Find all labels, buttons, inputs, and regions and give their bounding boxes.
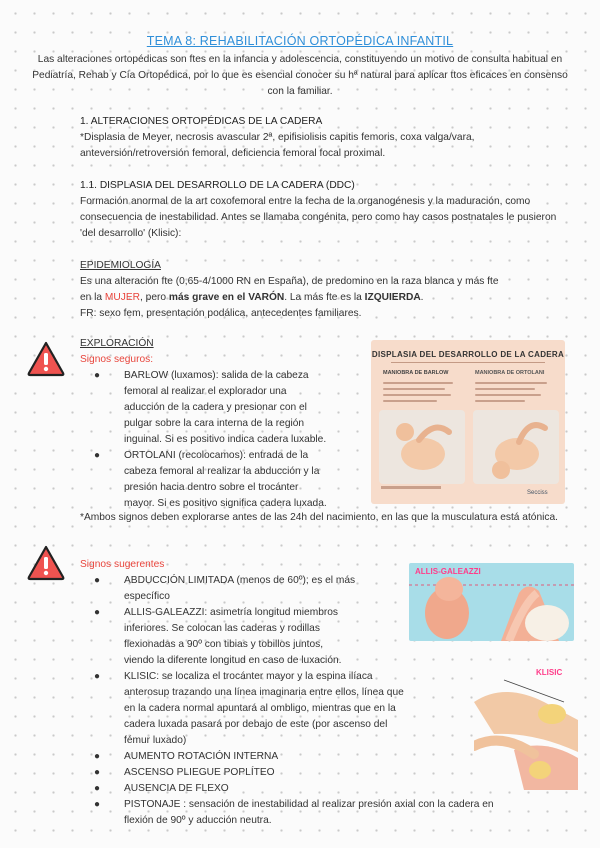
list-line: flexionadas a 90º con tibias y tobillos juntos, [124, 639, 324, 650]
list-line: inferiores. Se colocan las caderas y rodillas [124, 623, 320, 634]
list-item [94, 448, 374, 512]
highlight-mujer: MUJER [104, 292, 141, 303]
list-line: inguinal. Si es positivo indica cadera luxable. [124, 434, 327, 445]
list-line: ORTOLANI (recolocamos): entrada de la [124, 450, 309, 461]
bullet-icon: ● [94, 767, 101, 778]
klisic-illustration [474, 662, 578, 790]
list-line: pulgar sobre la cara interna de la región [124, 418, 305, 429]
bullet-icon: ● [94, 783, 101, 794]
poster-divider [391, 362, 545, 363]
warning-triangle-icon [26, 340, 66, 378]
list-line: BARLOW (luxamos): salida de la cabeza [124, 370, 309, 381]
signos-seguros-list [94, 368, 374, 512]
poster-illustration [379, 410, 559, 490]
text-segment: . [420, 292, 424, 303]
warning-triangle-icon [26, 544, 66, 582]
poster-text-line [475, 388, 535, 390]
list-line: KLISIC: se localiza el trocánter mayor y la espina ilíaca [124, 671, 373, 682]
epidemiologia-line2 [80, 290, 580, 306]
poster-right-heading: MANIOBRA DE ORTOLANI [475, 370, 545, 376]
poster-credit: Secciss [527, 490, 548, 496]
bullet-icon: ● [94, 671, 101, 682]
epidemiologia-line1: Es una alteración fte (0,65-4/1000 RN en España), de predomino en la raza blanca y más fte [80, 276, 499, 287]
list-line: en la cadera normal apuntará al ombligo, mientras que en la [124, 703, 396, 714]
list-line: AUSENCIA DE FLEXO [124, 783, 229, 794]
poster-text-line [383, 388, 445, 390]
exploracion-heading: EXPLORACIÓN [80, 338, 154, 349]
list-line: anterosup trazando una línea imaginaria entre ellos, línea que [124, 687, 404, 698]
list-line: AUMENTO ROTACIÓN INTERNA [124, 751, 279, 762]
poster-text-line [383, 400, 437, 402]
highlight-grave-varon: más grave en el VARÓN [168, 292, 285, 303]
text-segment: . La más fte es la [284, 292, 365, 303]
poster-text-line [383, 382, 453, 384]
list-item [94, 368, 374, 448]
klisic-label: KLISIC [536, 668, 563, 677]
bullet-icon: ● [94, 575, 101, 586]
list-line: aducción de la cadera y presionar con el [124, 402, 307, 413]
bullet-icon: ● [94, 751, 101, 762]
highlight-izquierda: IZQUIERDA [364, 292, 421, 303]
poster-title: DISPLASIA DEL DESARROLLO DE LA CADERA [371, 350, 565, 359]
text-segment: en la [80, 292, 105, 303]
list-line: femoral al realizar el explorador una [124, 386, 287, 397]
poster-text-line [475, 382, 547, 384]
list-item [94, 797, 564, 829]
signos-seguros-heading: Signos seguros: [80, 354, 154, 365]
list-line: viendo la diferente longitud en caso de luxación. [124, 655, 342, 666]
section11-heading: 1.1. DISPLASIA DEL DESARROLLO DE LA CADERA (DDC) [80, 180, 355, 191]
allis-illustration [409, 563, 574, 641]
poster-text-line [475, 400, 525, 402]
allis-galeazzi-label: ALLIS-GALEAZZI [415, 567, 481, 576]
list-line: ASCENSO PLIEGUE POPLÍTEO [124, 767, 275, 778]
bullet-icon: ● [94, 370, 101, 381]
page-title: TEMA 8: REHABILITACIÓN ORTOPÉDICA INFANTIL [146, 34, 454, 48]
allis-galeazzi-image [409, 563, 574, 641]
bullet-icon: ● [94, 450, 101, 461]
list-line: presión hacia dentro sobre el trocánter [124, 482, 299, 493]
epidemiologia-heading: EPIDEMIOLOGÍA [80, 260, 161, 271]
list-line: cadera luxada pasará por debajo de este (por ascenso del [124, 719, 388, 730]
epidemiologia-line3: FR: sexo fem, presentación podálica, antecedentes familiares. [80, 308, 362, 319]
bullet-icon: ● [94, 607, 101, 618]
list-line: mayor. Si es positivo significa cadera luxada. [124, 498, 327, 509]
list-line: flexión de 90º y aducción neutra. [124, 815, 272, 826]
section1-text: *Displasia de Meyer, necrosis avascular 2ª, epifisiolisis capitis femoris, coxa valga/vara, anteversión/retroversión femoral, deficiencia femoral focal proximal. [80, 132, 475, 159]
klisic-image [474, 662, 578, 790]
list-line: específico [124, 591, 170, 602]
text-segment: , pero [140, 292, 169, 303]
section11-text: Formación anormal de la art coxofemoral entre la fecha de la organogénesis y la maduración, como consecuencia de inestabilidad. Antes se llamaba congénita, pero como hay casos postnatales le pusieron 'del desarrollo' (Klisic): [80, 196, 557, 239]
poster-text-line [475, 394, 541, 396]
bullet-icon: ● [94, 799, 101, 810]
intro-paragraph: Las alteraciones ortopédicas son ftes en la infancia y adolescencia, constituyendo un motivo de consulta habitual en Pediatría, Rehab y Cía Ortopédica, por lo que es esencial conocer su hª natural para aplicar ttos eficaces en consenso con la familiar. [32, 54, 568, 97]
poster-left-heading: MANIOBRA DE BARLOW [383, 370, 449, 376]
signos-sugerentes-heading: Signos sugerentes [80, 559, 165, 570]
list-line: cabeza femoral al realizar la abducción y la [124, 466, 320, 477]
list-line: PISTONAJE : sensación de inestabilidad al realizar presión axial con la cadera en [124, 799, 494, 810]
list-line: ALLIS-GALEAZZI: asimetría longitud miembros [124, 607, 339, 618]
list-line: ABDUCCIÓN LIMITADA (menos de 60º); es el más [124, 575, 356, 586]
exploracion-note: *Ambos signos deben explorarse antes de las 24h del nacimiento, en las que la musculatura está atónica. [80, 512, 558, 523]
section1-heading: 1. ALTERACIONES ORTOPÉDICAS DE LA CADERA [80, 116, 323, 127]
poster-text-line [383, 394, 451, 396]
ddc-poster-image [371, 340, 565, 504]
list-line: fémur luxado) [124, 735, 187, 746]
